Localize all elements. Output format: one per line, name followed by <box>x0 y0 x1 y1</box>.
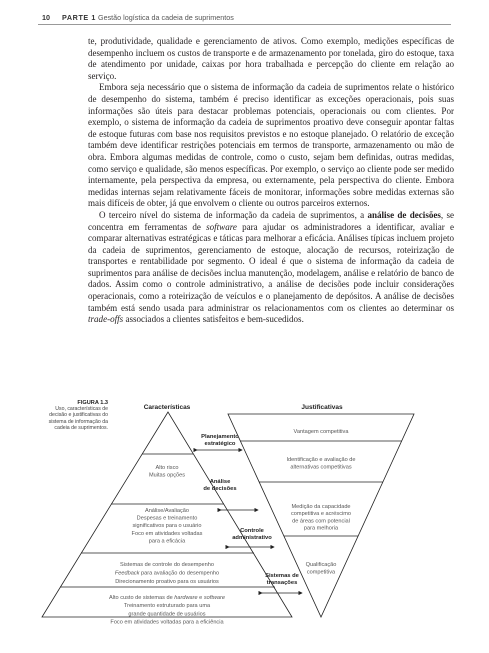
figure-caption-text: Uso, características de decisão e justificativas do sistema de informação da cadeia de suprimentos. <box>48 406 108 431</box>
text-run: para ajudar os administradores a identificar, avaliar e comparar alternativas estratégicas e táticas para melhorar a eficácia. Análises típicas incluem projeto da cadeia de suprimentos, gerenciamento de estoque, alocação de recursos, roteirização de transportes e rentabilidade por segmento. O ideal é que o sistema de informação da cadeia de suprimentos para análise de decisões inclua manutenção, modelagem, análise e relatório de banco de dados. Assim como o controle administrativo, a análise de decisões pode incluir considerações operacionais, como a roteirização de veículos e o planejamento de depósitos. A análise de decisões também está sendo usada para administrar os relacionamentos com os clientes ao determinar os <box>88 221 454 313</box>
characteristics-text: Foco em atividades voltadas <box>131 530 203 537</box>
text-run: O terceiro nível do sistema de informação da cadeia de suprimentos, a <box>99 209 368 220</box>
justification-text: Vantagem competitiva <box>293 429 349 435</box>
characteristics-text: Alto risco <box>155 465 179 471</box>
information-level-label: Controle <box>240 528 264 534</box>
information-level-label: administrativo <box>232 535 272 542</box>
left-column-header: Características <box>143 404 191 411</box>
characteristics-text: Feedback para avaliação do desempenho <box>114 570 220 577</box>
right-column-header: Justificativas <box>301 404 343 411</box>
text-run: , se concentra em ferramentas de <box>88 209 455 232</box>
information-level-label: Planejamento <box>201 434 239 440</box>
characteristics-text: Despesas e treinamento <box>136 515 198 522</box>
information-level-label: Sistemas de <box>265 573 299 579</box>
justification-text: Qualificação <box>305 562 337 568</box>
page-number: 10 <box>42 13 50 22</box>
information-level-label: estratégico <box>204 441 236 448</box>
information-level-label: de decisões <box>203 486 237 493</box>
justification-text: de áreas com potencial <box>292 518 350 525</box>
justification-text: Medição da capacidade <box>291 504 351 510</box>
characteristics-pyramid <box>42 412 292 617</box>
italic-term: software <box>206 221 237 232</box>
characteristics-text: Muitas opções <box>148 472 186 479</box>
text-run: Embora seja necessário que o sistema de informação da cadeia de suprimentos relate o histórico de desempenho do sistema, também é preciso identificar as exceções operacionais, pois suas informações são úteis para destacar problemas potenciais, operacionais ou com clientes. Por exemplo, o sistema de informação da cadeia de suprimentos proativo deve conseguir apontar faltas de estoque futuras com base nos requisitos previstos e no estoque planejado. O relatório de exceção também deve identificar restrições potenciais em termos de transporte, armazenamento ou mão de obra. Embora algumas medidas de controle, como o custo, sejam bem definidas, outras medidas, como serviço e qualidade, são menos específicas. Por exemplo, o serviço ao cliente pode ser medido internamente, pela perspectiva da empresa, ou externamente, pela perspectiva do cliente. Embora medidas internas sejam relativamente fáceis de monitorar, informações sobre medidas externas são mais difíceis de obter, já que envolvem o cliente ou outros parceiros externos. <box>88 82 454 209</box>
text-run: associados a clientes satisfeitos e bem-sucedidos. <box>123 314 304 325</box>
figure-label: FIGURA 1.3 <box>77 400 108 406</box>
characteristics-text: Foco em atividades voltadas para a eficiência <box>110 619 224 626</box>
information-level-label: Análise <box>209 479 231 485</box>
characteristics-text: Direcionamento proativo para os usuários <box>115 579 219 586</box>
bold-term: análise de decisões <box>367 209 441 220</box>
characteristics-text: para a eficácia <box>148 538 186 545</box>
chapter-title: Gestão logística da cadeia de suprimentos <box>98 13 234 22</box>
italic-term: trade-offs <box>88 314 124 325</box>
characteristics-text: Sistemas de controle do desempenho <box>120 562 214 568</box>
characteristics-text: Análise/Avaliação <box>144 508 190 514</box>
justification-text: competitiva <box>306 569 336 576</box>
text-run: te, produtividade, qualidade e gerenciamento de ativos. Como exemplo, medições específicas de desempenho incluem os custos de transporte e de armazenamento por tonelada, giro do estoque, taxa de atendimento por unidade, caixas por hora trabalhada e percepção do cliente em relação ao serviço. <box>88 36 454 81</box>
characteristics-text: grande quantidade de usuários <box>128 611 206 618</box>
justification-text: competitiva e acréscimo <box>291 511 351 518</box>
information-level-label: transações <box>266 580 298 587</box>
justification-text: para melhoria <box>303 525 339 532</box>
part-label: PARTE 1 <box>62 13 97 22</box>
characteristics-text: significativos para o usuário <box>132 523 202 530</box>
justification-text: alternativas competitivas <box>290 464 352 471</box>
justification-text: Identificação e avaliação de <box>286 457 356 463</box>
characteristics-text: Treinamento estruturado para uma <box>123 603 211 610</box>
characteristics-text: Alto custo de sistemas de hardware e software <box>109 595 225 601</box>
